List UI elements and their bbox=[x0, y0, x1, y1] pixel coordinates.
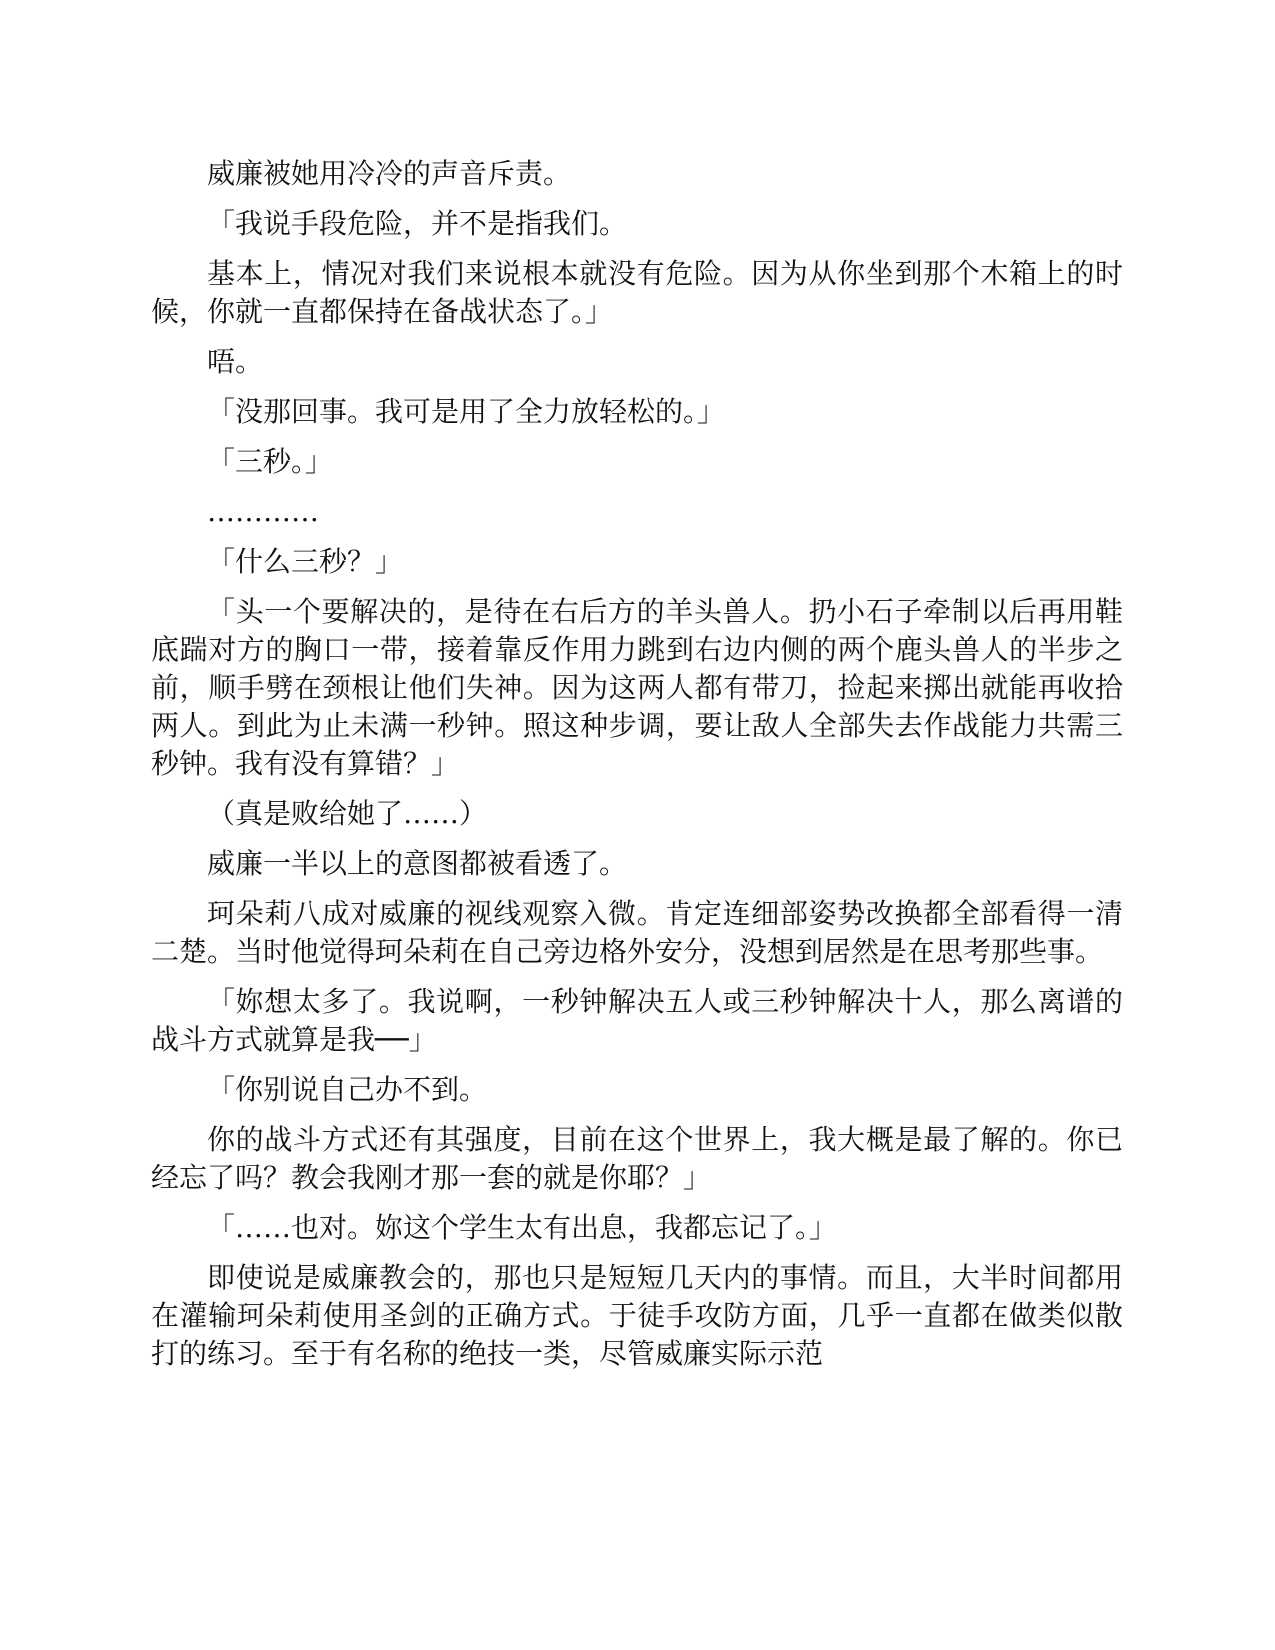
paragraph: 珂朵莉八成对威廉的视线观察入微。肯定连细部姿势改换都全部看得一清二楚。当时他觉得珂朵莉在自己旁边格外安分，没想到居然是在思考那些事。 bbox=[151, 897, 1123, 968]
paragraph: 「头一个要解决的，是待在右后方的羊头兽人。扔小石子牵制以后再用鞋底踹对方的胸口一带，接着靠反作用力跳到右边内侧的两个鹿头兽人的半步之前，顺手劈在颈根让他们失神。因为这两人都有带刀，捡起来掷出就能再收拾两人。到此为止未满一秒钟。照这种步调，要让敌人全部失去作战能力共需三秒钟。我有没有算错？」 bbox=[151, 595, 1123, 780]
paragraph: 「三秒。」 bbox=[207, 445, 334, 478]
paragraph: （真是败给她了……） bbox=[207, 797, 488, 830]
paragraph: 威廉被她用冷冷的声音斥责。 bbox=[207, 157, 572, 190]
paragraph: 「你别说自己办不到。 bbox=[207, 1073, 488, 1106]
paragraph: ………… bbox=[207, 495, 319, 528]
paragraph: 「我说手段危险，并不是指我们。 bbox=[207, 207, 628, 240]
paragraph: 即使说是威廉教会的，那也只是短短几天内的事情。而且，大半时间都用在灌输珂朵莉使用圣剑的正确方式。于徒手攻防方面，几乎一直都在做类似散打的练习。至于有名称的绝技一类，尽管威廉实际示范 bbox=[151, 1261, 1123, 1370]
paragraph: 「妳想太多了。我说啊，一秒钟解决五人或三秒钟解决十人，那么离谱的战斗方式就算是我──」 bbox=[151, 985, 1123, 1056]
paragraph: 唔。 bbox=[207, 345, 264, 378]
paragraph: 「……也对。妳这个学生太有出息，我都忘记了。」 bbox=[207, 1211, 838, 1244]
paragraph: 「没那回事。我可是用了全力放轻松的。」 bbox=[207, 395, 726, 428]
paragraph: 「什么三秒？」 bbox=[207, 545, 404, 578]
paragraph: 威廉一半以上的意图都被看透了。 bbox=[207, 847, 628, 880]
document-body bbox=[151, 155, 1123, 1385]
paragraph: 基本上，情况对我们来说根本就没有危险。因为从你坐到那个木箱上的时候，你就一直都保持在备战状态了。」 bbox=[151, 257, 1123, 328]
paragraph: 你的战斗方式还有其强度，目前在这个世界上，我大概是最了解的。你已经忘了吗？教会我刚才那一套的就是你耶？」 bbox=[151, 1123, 1123, 1194]
